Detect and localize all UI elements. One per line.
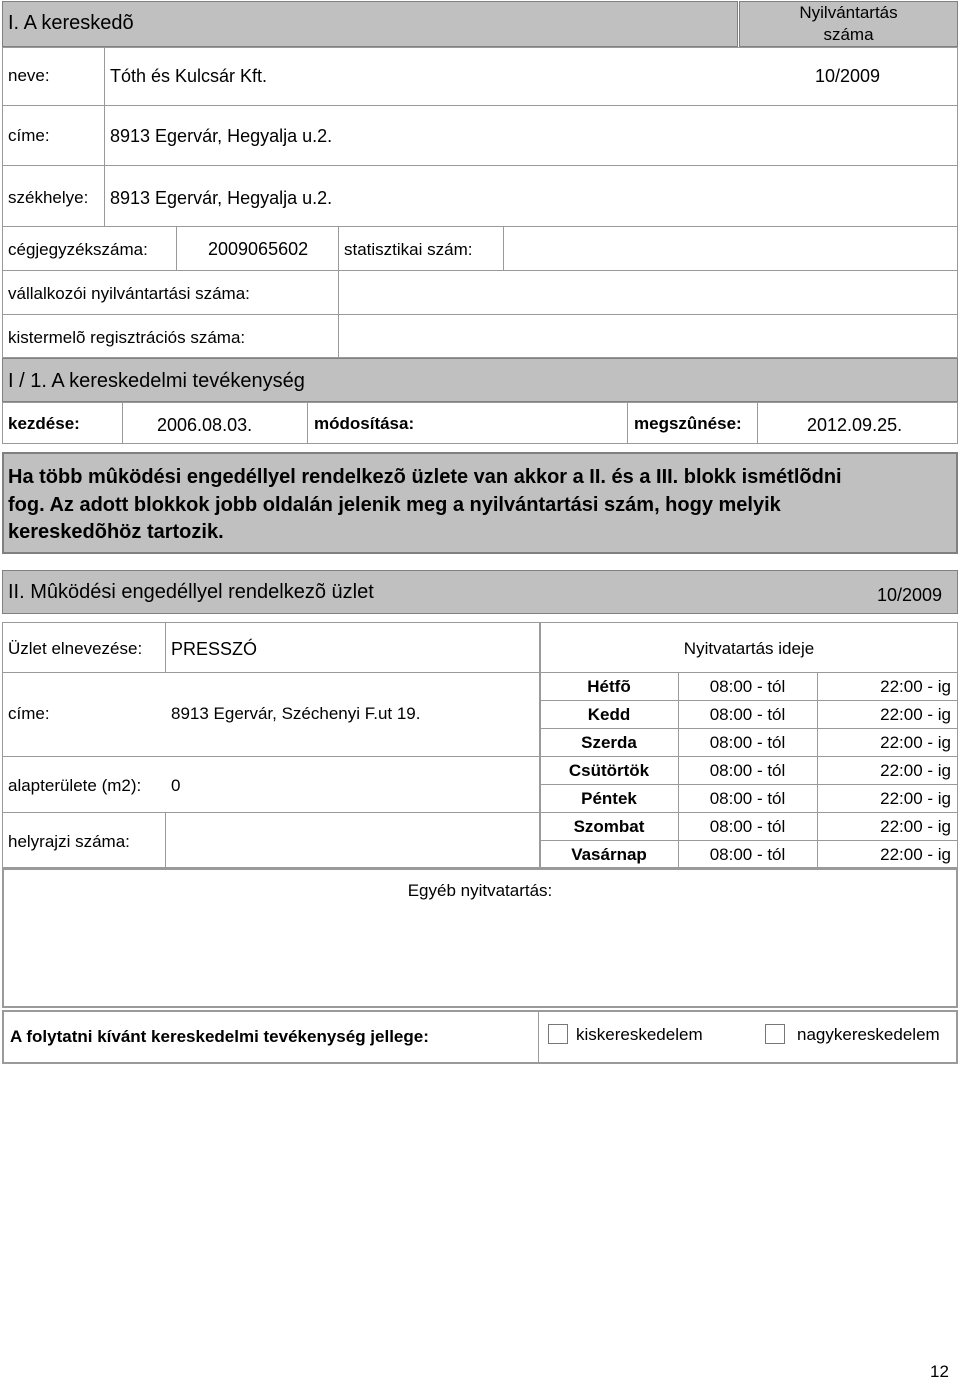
hours-to: 22:00 - ig — [880, 677, 951, 696]
trader-address-value: 8913 Egervár, Hegyalja u.2. — [110, 126, 333, 146]
wholesale-checkbox[interactable] — [765, 1024, 785, 1044]
trader-address-label: címe: — [8, 126, 50, 145]
row-divider — [2, 165, 958, 166]
row-divider — [2, 270, 958, 271]
cell-divider — [122, 402, 123, 444]
notice-line-3: kereskedõhöz tartozik. — [8, 521, 224, 543]
hours-to: 22:00 - ig — [880, 845, 951, 864]
cell-divider — [165, 812, 166, 868]
smallholder-number-label: kistermelõ regisztrációs száma: — [8, 328, 246, 347]
start-date-value: 2006.08.03. — [157, 415, 253, 435]
hours-row-divider — [540, 840, 958, 841]
trader-seat-label: székhelye: — [8, 188, 89, 207]
hours-from: 08:00 - tól — [709, 817, 786, 836]
cell-divider — [176, 226, 177, 270]
hours-row-divider — [540, 700, 958, 701]
hours-to: 22:00 - ig — [880, 817, 951, 836]
hours-day: Péntek — [581, 789, 637, 808]
other-hours-label: Egyéb nyitvatartás: — [407, 881, 553, 900]
start-date-label: kezdése: — [8, 414, 80, 433]
end-date-label: megszûnése: — [634, 414, 742, 433]
hours-day: Szerda — [581, 733, 637, 752]
shop-section-title: II. Mûködési engedéllyel rendelkezõ üzlet — [8, 581, 374, 603]
cell-divider — [338, 226, 339, 358]
hours-row-divider — [540, 784, 958, 785]
page-number: 12 — [930, 1362, 949, 1381]
hours-to: 22:00 - ig — [880, 789, 951, 808]
activity-character-label: A folytatni kívánt kereskedelmi tevékenység jellege: — [10, 1027, 429, 1046]
cell-divider — [757, 402, 758, 444]
modified-date-label: módosítása: — [314, 414, 415, 433]
row-divider — [2, 105, 958, 106]
hours-from: 08:00 - tól — [709, 761, 786, 780]
cell-divider — [503, 226, 504, 270]
trader-name-label: neve: — [8, 66, 50, 85]
row-divider — [2, 756, 540, 757]
retail-label: kiskereskedelem — [576, 1025, 703, 1044]
registry-label-line1: Nyilvántartás — [799, 3, 898, 22]
shop-address-value: 8913 Egervár, Széchenyi F.ut 19. — [171, 704, 421, 723]
hours-from: 08:00 - tól — [709, 789, 786, 808]
hours-day: Hétfõ — [587, 677, 631, 696]
cell-divider — [165, 622, 166, 672]
hours-day: Vasárnap — [571, 845, 647, 864]
activity-title: I / 1. A kereskedelmi tevékenység — [8, 370, 305, 392]
row-divider — [2, 812, 540, 813]
hours-to: 22:00 - ig — [880, 733, 951, 752]
cell-divider — [627, 402, 628, 444]
shop-area-label: alapterülete (m2): — [8, 776, 142, 795]
hours-from: 08:00 - tól — [709, 733, 786, 752]
hours-from: 08:00 - tól — [709, 677, 786, 696]
hours-to: 22:00 - ig — [880, 761, 951, 780]
trader-name-value: Tóth és Kulcsár Kft. — [110, 66, 268, 86]
end-date-value: 2012.09.25. — [807, 415, 903, 435]
registry-number-value: 10/2009 — [815, 66, 881, 86]
label-column-divider — [104, 47, 105, 227]
cell-divider — [538, 1010, 539, 1064]
hours-day: Kedd — [587, 705, 631, 724]
company-reg-label: cégjegyzékszáma: — [8, 240, 148, 259]
hours-day: Szombat — [573, 817, 645, 836]
entrepreneur-number-label: vállalkozói nyilvántartási száma: — [8, 284, 250, 303]
registry-label-line2: száma — [823, 25, 874, 44]
opening-hours-title: Nyitvatartás ideje — [683, 639, 815, 658]
retail-checkbox[interactable] — [548, 1024, 568, 1044]
hours-to: 22:00 - ig — [880, 705, 951, 724]
hours-row-divider — [540, 812, 958, 813]
row-divider — [2, 226, 958, 227]
hours-from: 08:00 - tól — [709, 705, 786, 724]
company-reg-value: 2009065602 — [208, 239, 309, 259]
trader-seat-value: 8913 Egervár, Hegyalja u.2. — [110, 188, 333, 208]
stat-number-label: statisztikai szám: — [344, 240, 473, 259]
cell-divider — [307, 402, 308, 444]
row-divider — [2, 672, 540, 673]
notice-line-2: fog. Az adott blokkok jobb oldalán jelenik meg a nyilvántartási szám, hogy melyik — [8, 494, 781, 516]
notice-line-1: Ha több mûködési engedéllyel rendelkezõ üzlete van akkor a II. és a III. blokk ismétlõdni — [8, 466, 842, 488]
shop-registry-number: 10/2009 — [877, 585, 943, 605]
hours-row-divider — [540, 728, 958, 729]
row-divider — [540, 672, 958, 673]
row-divider — [2, 314, 958, 315]
wholesale-label: nagykereskedelem — [797, 1025, 940, 1044]
shop-address-label: címe: — [8, 704, 50, 723]
shop-area-value: 0 — [171, 776, 181, 795]
trader-section-title: I. A kereskedõ — [8, 12, 134, 34]
hours-from: 08:00 - tól — [709, 845, 786, 864]
shop-name-label: Üzlet elnevezése: — [8, 639, 143, 658]
hours-day: Csütörtök — [568, 761, 650, 780]
shop-parcel-label: helyrajzi száma: — [8, 832, 130, 851]
hours-row-divider — [540, 756, 958, 757]
shop-name-value: PRESSZÓ — [171, 639, 258, 659]
